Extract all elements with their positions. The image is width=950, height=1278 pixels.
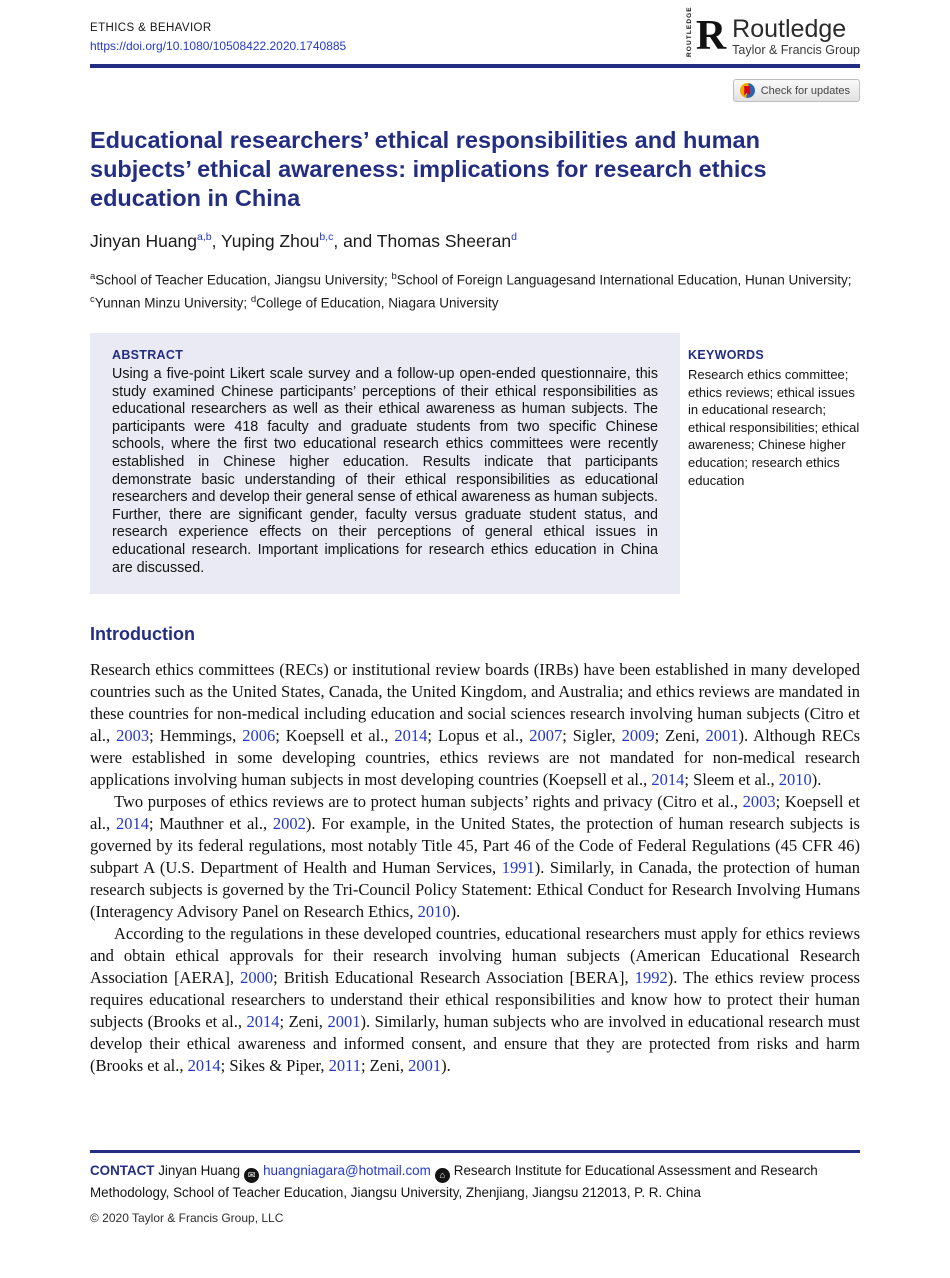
- email-icon: ✉: [244, 1168, 259, 1183]
- citation-link[interactable]: 2011: [328, 1056, 361, 1076]
- paragraph-1: [90, 659, 860, 791]
- text-segment: ).: [441, 1056, 451, 1076]
- text-segment: ; Sigler,: [562, 726, 622, 746]
- citation-link[interactable]: 2001: [705, 726, 739, 746]
- text-segment: Jinyan Huang: [90, 231, 198, 251]
- citation-link[interactable]: 2009: [621, 726, 655, 746]
- email-link[interactable]: huangniagara@hotmail.com: [263, 1163, 431, 1178]
- keywords-text: Research ethics committee; ethics reviews; ethical issues in educational research; ethical responsibilities; ethical awareness; Chinese higher education; research ethics education: [688, 367, 860, 488]
- text-segment: ). Although RECs were established in some developing countries, ethics reviews are not mandated for non-medical research applications involving human subjects in most developing countries (Koepsell et al.,: [90, 726, 860, 790]
- citation-link[interactable]: 2003: [742, 792, 776, 812]
- citation-link[interactable]: 2014: [246, 1012, 280, 1032]
- text-segment: c: [90, 293, 95, 305]
- text-segment: School of Teacher Education, Jiangsu University;: [95, 272, 392, 288]
- page-header: [90, 6, 860, 59]
- logo-subtitle: Taylor & Francis Group: [732, 42, 860, 57]
- text-segment: ). Similarly, human subjects who are involved in educational research must develop their ethical awareness and informed consent, and ensure that they are protected from risks and harm (Brooks et al.,: [90, 1012, 860, 1076]
- doi-link[interactable]: https://doi.org/10.1080/10508422.2020.1740885: [90, 39, 347, 53]
- abstract-text: Using a five-point Likert scale survey and a follow-up open-ended questionnaire, this study examined Chinese participants’ perceptions of their ethical responsibilities as educational researchers as well as their ethical awareness as human subjects. The participants were 418 faculty and graduate students from two specific Chinese schools, where the first two educational research ethics committees were recently established in Chinese higher education. Results indicate that participants demonstrate basic understanding of their ethical responsibilities as educational researchers and develop their general sense of ethical awareness as human subjects. Further, there are significant gender, faculty versus graduate student status, and research experience effects on their perceptions of general ethical issues in educational research. Important implications for research ethics education in China are discussed.: [112, 366, 658, 576]
- citation-link[interactable]: 2001: [408, 1056, 442, 1076]
- text-segment: ; British Educational Research Association [BERA],: [273, 968, 635, 988]
- text-segment: d: [250, 293, 257, 305]
- contact-line: [90, 1161, 860, 1203]
- paragraph-2: [90, 791, 860, 923]
- citation-link[interactable]: 2010: [417, 902, 451, 922]
- crossmark-icon: [740, 83, 755, 98]
- abstract-box: [90, 333, 680, 594]
- text-segment: ).: [450, 902, 461, 922]
- text-segment: ). For example, in the United States, the protection of human research subjects is governed by its federal regulations, most notably Title 45, Part 46 of the Code of Federal Regulations (45 CFR 46) subpart A (U.S. Department of Health and Human Services,: [90, 814, 860, 878]
- journal-block: [90, 18, 346, 55]
- logo-brand: Routledge: [732, 14, 847, 43]
- check-for-updates-label: Check for updates: [760, 84, 850, 97]
- paragraph-3: [90, 923, 860, 1077]
- citation-link[interactable]: d: [511, 231, 517, 244]
- badge-row: [90, 79, 860, 102]
- citation-link[interactable]: 2007: [529, 726, 563, 746]
- bookmark-icon: [744, 86, 750, 96]
- citation-link[interactable]: 1992: [634, 968, 668, 988]
- header-rule: [90, 64, 860, 68]
- text-segment: College of Education, Niagara University: [256, 295, 499, 310]
- citation-link[interactable]: 2001: [327, 1012, 361, 1032]
- routledge-logo: [685, 6, 860, 59]
- text-segment: Research ethics committees (RECs) or institutional review boards (IRBs) have been established in many developed countries such as the United States, Canada, the United Kingdom, and Australia; and ethics reviews are mandated in these countries for non-medical including education and social sciences research involving human subjects (Citro et al.,: [90, 660, 860, 746]
- check-for-updates-button[interactable]: [733, 79, 860, 102]
- contact-label: CONTACT: [90, 1163, 155, 1178]
- article-title: Educational researchers’ ethical responsibilities and human subjects’ ethical awareness: implications for research ethics education in China: [90, 127, 767, 211]
- text-segment: ; Sikes & Piper,: [220, 1056, 329, 1076]
- text-segment: According to the regulations in these developed countries, educational researchers must apply for ethics reviews and obtain ethical approvals for their research involving human subjects (American Educational Research Association [AERA],: [90, 924, 860, 988]
- citation-link[interactable]: 2014: [394, 726, 428, 746]
- text-segment: ; Mauthner et al.,: [148, 814, 273, 834]
- text-segment: ). Similarly, in Canada, the protection of human research subjects is governed by the Tri-Council Policy Statement: Ethical Conduct for Research Involving Humans (Interagency Advisory Panel on Research Ethics,: [90, 858, 860, 922]
- copyright-line: © 2020 Taylor & Francis Group, LLC: [90, 1210, 284, 1225]
- text-segment: a: [90, 271, 96, 282]
- body-text: [90, 659, 860, 1077]
- text-segment: ).: [811, 770, 822, 790]
- keywords-label: KEYWORDS: [688, 348, 765, 362]
- text-segment: School of Foreign Languagesand International Education, Hunan University;: [396, 272, 852, 288]
- address-icon: ⌂: [435, 1168, 450, 1183]
- citation-link[interactable]: 2003: [116, 726, 150, 746]
- citation-link[interactable]: 1991: [501, 858, 535, 878]
- contact-address: Research Institute for Educational Assessment and Research Methodology, School of Teacher Education, Jiangsu University, Zhenjiang, Jiangsu 212013, P. R. China: [90, 1163, 818, 1201]
- citation-link[interactable]: a,b: [197, 231, 212, 244]
- routledge-r-icon: R: [695, 13, 727, 59]
- affiliations: [90, 267, 860, 312]
- text-segment: ; Lopus et al.,: [427, 726, 530, 746]
- text-segment: , Yuping Zhou: [211, 231, 320, 251]
- citation-link[interactable]: 2006: [242, 726, 276, 746]
- text-segment: ; Zeni,: [279, 1012, 328, 1032]
- citation-link[interactable]: 2010: [778, 770, 812, 790]
- logo-text-block: [732, 16, 860, 57]
- citation-link[interactable]: 2000: [240, 968, 274, 988]
- contact-name: Jinyan Huang: [158, 1163, 241, 1178]
- abstract-label: ABSTRACT: [112, 348, 184, 362]
- citation-link[interactable]: b,c: [319, 231, 334, 244]
- text-segment: ; Koepsell et al.,: [90, 792, 860, 834]
- citation-link[interactable]: 2014: [187, 1056, 221, 1076]
- journal-title: ETHICS & BEHAVIOR: [90, 22, 212, 34]
- citation-link[interactable]: 2014: [115, 814, 149, 834]
- citation-link[interactable]: 2014: [651, 770, 685, 790]
- text-segment: ). The ethics review process requires educational researchers to understand their ethical responsibilities and know how to protect their human subjects (Brooks et al.,: [90, 968, 860, 1032]
- routledge-vertical-text: ROUTLEDGE: [685, 6, 693, 57]
- text-segment: ; Hemmings,: [149, 726, 243, 746]
- author-line: [90, 231, 860, 252]
- footer-rule: [90, 1150, 860, 1153]
- abstract-section: [90, 333, 860, 594]
- citation-link[interactable]: 2002: [272, 814, 306, 834]
- text-segment: b: [391, 271, 397, 282]
- text-segment: ; Zeni,: [360, 1056, 409, 1076]
- page-footer: [90, 1150, 860, 1225]
- keywords-block: [688, 333, 860, 489]
- text-segment: Yunnan Minzu University;: [94, 295, 251, 310]
- section-heading-introduction: Introduction: [90, 624, 195, 645]
- text-segment: ; Sleem et al.,: [684, 770, 779, 790]
- text-segment: , and Thomas Sheeran: [333, 231, 512, 251]
- text-segment: ; Zeni,: [654, 726, 706, 746]
- text-segment: ; Koepsell et al.,: [275, 726, 395, 746]
- text-segment: Two purposes of ethics reviews are to protect human subjects’ rights and privacy (Citro et al.,: [114, 792, 743, 812]
